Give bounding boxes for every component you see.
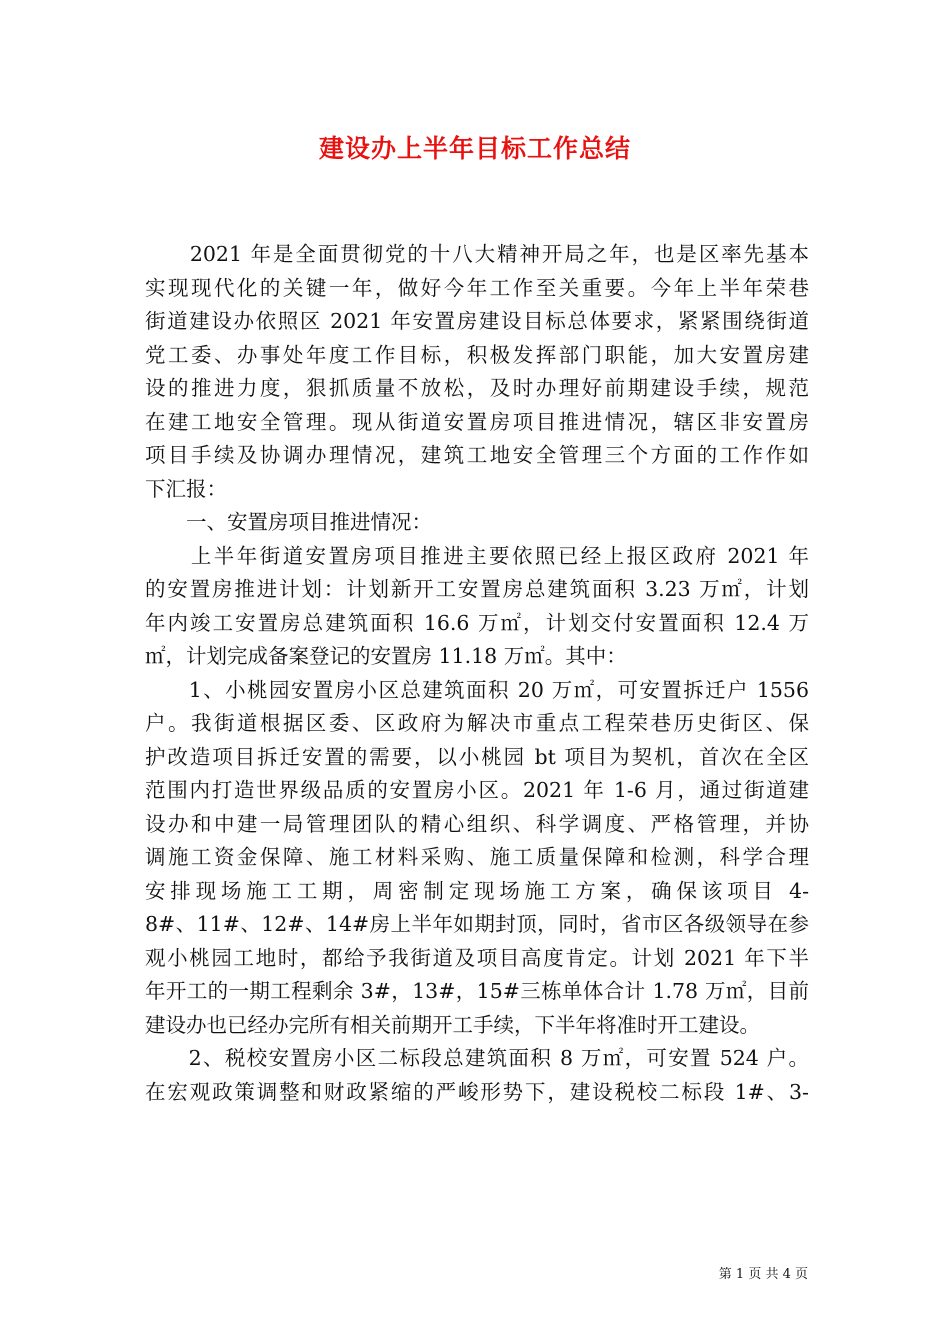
body-line-16: 护改造项目拆迁安置的需要，以小桃园 bt 项目为契机，首次在全区 bbox=[145, 744, 809, 769]
body-line-21: 8#、11#、12#、14#房上半年如期封顶，同时，省市区各级领导在参 bbox=[145, 912, 809, 936]
section-heading-1: 一、安置房项目推进情况： bbox=[145, 510, 432, 534]
body-line-8: 下汇报： bbox=[145, 476, 227, 501]
body-line-6: 在建工地安全管理。现从街道安置房项目推进情况，辖区非安置房 bbox=[145, 409, 809, 434]
body-line-13: ㎡，计划完成备案登记的安置房 11.18 万㎡。其中： bbox=[145, 644, 627, 668]
document-body bbox=[145, 238, 809, 1109]
body-line-20: 安排现场施工工期，周密制定现场施工方案，确保该项目 4- bbox=[145, 878, 809, 903]
body-line-26: 在宏观政策调整和财政紧缩的严峻形势下，建设税校二标段 1#、3- bbox=[145, 1079, 809, 1104]
body-line-7: 项目手续及协调办理情况，建筑工地安全管理三个方面的工作作如 bbox=[145, 443, 809, 467]
body-line-4: 党工委、办事处年度工作目标，积极发挥部门职能，加大安置房建 bbox=[145, 342, 809, 367]
body-line-24: 建设办也已经办完所有相关前期开工手续，下半年将准时开工建设。 bbox=[145, 1012, 760, 1037]
body-line-18: 设办和中建一局管理团队的精心组织、科学调度、严格管理，并协 bbox=[145, 811, 809, 836]
body-line-11: 的安置房推进计划：计划新开工安置房总建筑面积 3.23 万㎡，计划 bbox=[145, 577, 809, 601]
body-line-5: 设的推进力度，狠抓质量不放松，及时办理好前期建设手续，规范 bbox=[145, 376, 809, 400]
body-line-3: 街道建设办依照区 2021 年安置房建设目标总体要求，紧紧围绕街道 bbox=[145, 309, 809, 333]
document-title: 建设办上半年目标工作总结 bbox=[318, 134, 631, 163]
body-line-22: 观小桃园工地时，都给予我街道及项目高度肯定。计划 2021 年下半 bbox=[145, 945, 809, 970]
body-line-25: 2、税校安置房小区二标段总建筑面积 8 万㎡，可安置 524 户。 bbox=[145, 1046, 809, 1070]
body-line-14: 1、小桃园安置房小区总建筑面积 20 万㎡，可安置拆迁户 1556 bbox=[145, 677, 809, 702]
body-line-1: 2021 年是全面贯彻党的十八大精神开局之年，也是区率先基本 bbox=[145, 242, 809, 266]
body-line-12: 年内竣工安置房总建筑面积 16.6 万㎡，计划交付安置面积 12.4 万 bbox=[145, 610, 809, 635]
page-number-footer: 第 1 页 共 4 页 bbox=[718, 1267, 808, 1282]
body-line-23: 年开工的一期工程剩余 3#，13#，15#三栋单体合计 1.78 万㎡，目前 bbox=[145, 979, 809, 1003]
body-line-2: 实现现代化的关键一年，做好今年工作至关重要。今年上半年荣巷 bbox=[145, 275, 809, 300]
body-line-15: 户。我街道根据区委、区政府为解决市重点工程荣巷历史街区、保 bbox=[145, 711, 809, 735]
body-line-17: 范围内打造世界级品质的安置房小区。2021 年 1-6 月，通过街道建 bbox=[145, 778, 809, 802]
body-line-19: 调施工资金保障、施工材料采购、施工质量保障和检测，科学合理 bbox=[145, 845, 809, 869]
body-line-10: 上半年街道安置房项目推进主要依照已经上报区政府 2021 年 bbox=[145, 543, 809, 568]
